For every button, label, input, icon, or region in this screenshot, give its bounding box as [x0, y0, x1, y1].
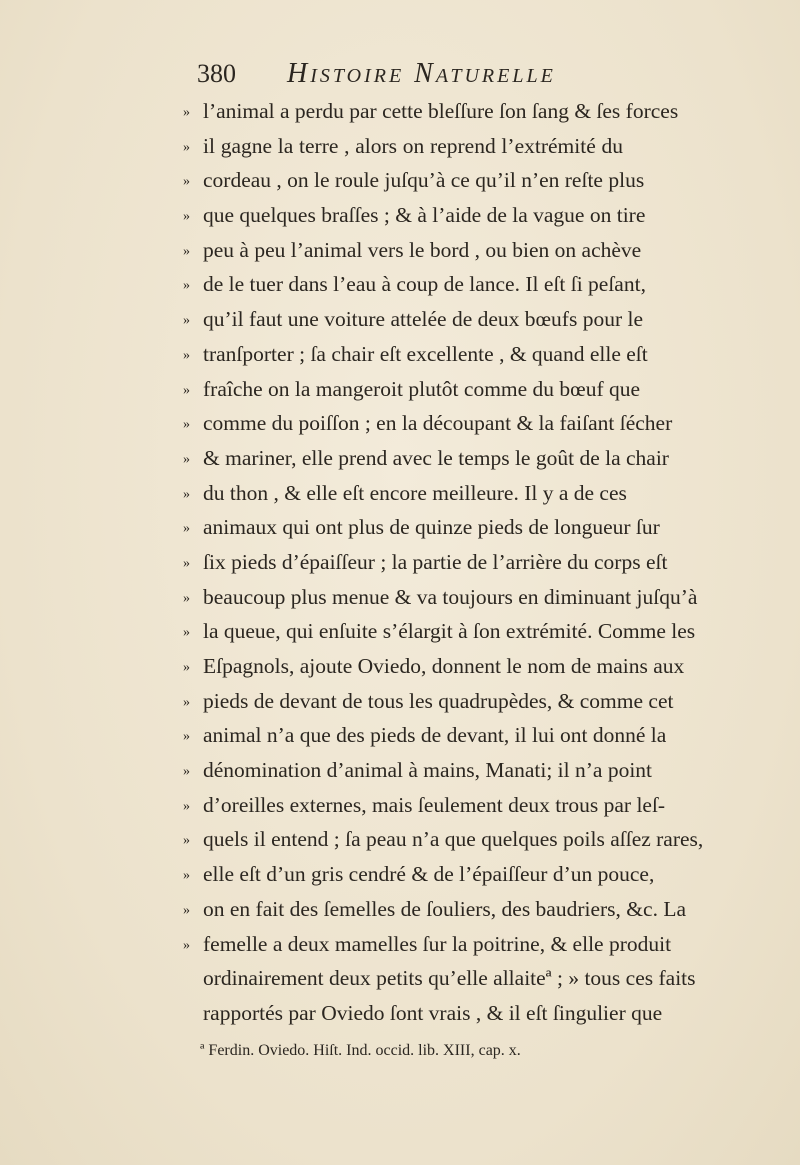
- text-line: [183, 927, 672, 962]
- text-line: [183, 892, 686, 927]
- text-line: [183, 267, 646, 302]
- text-line: [183, 822, 704, 857]
- text-line: [183, 788, 666, 823]
- quote-mark: »: [183, 105, 190, 120]
- text-line: [183, 684, 674, 719]
- text-line: [183, 233, 642, 268]
- quote-mark: »: [183, 313, 190, 329]
- text-line: [183, 337, 648, 372]
- line-text: du thon , & elle eſt encore meilleure. Il y a de ces: [203, 480, 627, 505]
- text-line: [183, 302, 644, 337]
- quote-mark: »: [183, 174, 190, 190]
- line-text: elle eſt d’un gris cendré & de l’épaiſſeur d’un pouce,: [203, 862, 655, 887]
- quote-mark: »: [183, 347, 190, 363]
- text-line: [183, 718, 667, 753]
- text-line: [183, 163, 645, 198]
- text-line: [183, 857, 655, 892]
- footnote: ª Ferdin. Oviedo. Hiſt. Ind. occid. lib. XIII, cap. x.: [200, 1042, 521, 1059]
- text-line: [183, 580, 698, 615]
- line-text: l’animal a perdu par cette bleſſure ſon ſang & ſes forces: [203, 99, 679, 123]
- text-line: [183, 545, 668, 580]
- line-text: rapportés par Oviedo ſont vrais , & il eſt ſingulier que: [203, 1000, 663, 1025]
- quote-mark: »: [183, 694, 190, 710]
- line-text: Eſpagnols, ajoute Oviedo, donnent le nom de mains aux: [203, 654, 685, 678]
- line-text: femelle a deux mamelles ſur la poitrine, & elle produit: [203, 931, 672, 956]
- text-line: [183, 198, 646, 233]
- line-text: ſix pieds d’épaiſſeur ; la partie de l’arrière du corps eſt: [203, 549, 668, 574]
- line-text: tranſporter ; ſa chair eſt excellente , & quand elle eſt: [203, 341, 648, 366]
- line-text: il gagne la terre , alors on reprend l’extrémité du: [203, 133, 623, 158]
- line-text: qu’il faut une voiture attelée de deux bœufs pour le: [203, 307, 644, 332]
- text-line: [183, 996, 663, 1031]
- body-text: [183, 94, 704, 1031]
- line-text: pieds de devant de tous les quadrupèdes, & comme cet: [203, 688, 674, 713]
- quote-mark: »: [183, 486, 190, 502]
- quote-mark: »: [183, 937, 190, 953]
- line-text: quels il entend ; ſa peau n’a que quelques poils aſſez rares,: [203, 827, 704, 852]
- quote-mark: »: [183, 868, 190, 884]
- text-line: [183, 406, 673, 441]
- quote-mark: »: [183, 139, 190, 155]
- text-line: [183, 510, 660, 545]
- text-line: [183, 753, 653, 788]
- text-line: [183, 372, 641, 407]
- line-text: comme du poiſſon ; en la découpant & la faiſant ſécher: [203, 411, 673, 436]
- quote-mark: »: [183, 417, 190, 433]
- quote-mark: »: [183, 382, 190, 398]
- line-text: peu à peu l’animal vers le bord , ou bien on achève: [203, 237, 642, 262]
- line-text: fraîche on la mangeroit plutôt comme du bœuf que: [203, 376, 641, 401]
- line-text: animal n’a que des pieds de devant, il lui ont donné la: [203, 723, 667, 748]
- text-line: [183, 441, 669, 476]
- text-line: [183, 94, 679, 129]
- text-line: [183, 476, 627, 511]
- quote-mark: »: [183, 243, 190, 259]
- line-text: on en fait des ſemelles de ſouliers, des baudriers, &c. La: [203, 896, 686, 921]
- line-text: dénomination d’animal à mains, Manati; il n’a point: [203, 758, 653, 783]
- quote-mark: »: [183, 729, 190, 745]
- quote-mark: »: [183, 521, 190, 537]
- line-text: de le tuer dans l’eau à coup de lance. Il eſt ſi peſant,: [203, 272, 646, 297]
- line-text: beaucoup plus menue & va toujours en diminuant juſqu’à: [203, 584, 698, 609]
- quote-mark: »: [183, 660, 190, 675]
- quote-mark: »: [183, 278, 190, 294]
- page-number: 380: [197, 59, 236, 88]
- quote-mark: »: [183, 209, 190, 225]
- line-text: d’oreilles externes, mais ſeulement deux trous par leſ-: [203, 792, 666, 817]
- quote-mark: »: [183, 764, 190, 780]
- running-title: Histoire Naturelle: [287, 58, 556, 89]
- line-text: la queue, qui enſuite s’élargit à ſon extrémité. Comme les: [203, 619, 696, 644]
- quote-mark: »: [183, 451, 190, 467]
- quote-mark: »: [183, 625, 190, 641]
- text-line: [183, 961, 696, 996]
- text-line: [183, 129, 623, 164]
- line-text: que quelques braſſes ; & à l’aide de la vague on tire: [203, 203, 646, 228]
- page-header: [197, 58, 637, 94]
- text-line: [183, 614, 696, 649]
- quote-mark: »: [183, 902, 190, 918]
- text-line: [183, 649, 685, 684]
- quote-mark: »: [183, 555, 190, 571]
- quote-mark: »: [183, 590, 190, 606]
- line-text: cordeau , on le roule juſqu’à ce qu’il n’en reſte plus: [203, 168, 645, 193]
- line-text: & mariner, elle prend avec le temps le goût de la chair: [203, 445, 669, 470]
- line-text: animaux qui ont plus de quinze pieds de longueur ſur: [203, 515, 660, 540]
- quote-mark: »: [183, 833, 190, 849]
- quote-mark: »: [183, 798, 190, 814]
- line-text: ordinairement deux petits qu’elle allaiteª ; » tous ces faits: [203, 966, 696, 991]
